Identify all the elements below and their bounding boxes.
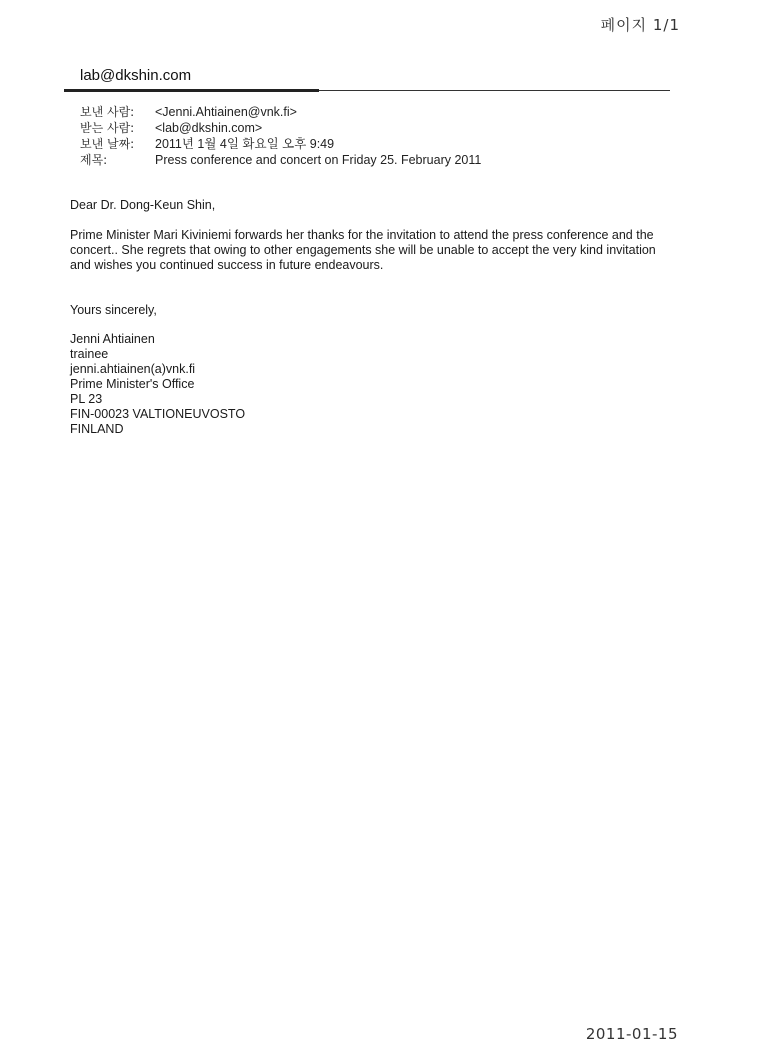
signature-email: jenni.ahtiainen(a)vnk.fi — [70, 362, 196, 376]
message-paragraph: Prime Minister Mari Kiviniemi forwards her thanks for the invitation to attend the press conference and the concert.. She regrets that owing to other engagements she will be unable to accept the very kind invitation and wishes you continued success in future endeavours. — [70, 228, 656, 272]
page-number: 페이지 1/1 — [600, 16, 680, 34]
header-divider-thick — [64, 89, 319, 92]
greeting: Dear Dr. Dong-Keun Shin, — [70, 198, 216, 212]
signature-country: FINLAND — [70, 422, 124, 436]
from-label: 보낸 사람: — [80, 105, 135, 119]
signature-name: Jenni Ahtiainen — [70, 332, 155, 346]
subject-value: Press conference and concert on Friday 25. February 2011 — [155, 153, 482, 167]
signature-po-box: PL 23 — [70, 392, 103, 406]
signature-office: Prime Minister's Office — [70, 377, 195, 391]
subject-row — [80, 152, 481, 168]
footer-date: 2011-01-15 — [585, 1025, 678, 1043]
from-row — [80, 104, 481, 120]
header-divider-thin — [319, 90, 670, 91]
date-value: 2011년 1월 4일 화요일 오후 9:49 — [155, 137, 335, 151]
closing: Yours sincerely, — [70, 303, 157, 317]
mailbox-address: lab@dkshin.com — [80, 67, 192, 84]
signature-title: trainee — [70, 347, 109, 361]
signature-block — [70, 332, 670, 437]
date-label: 보낸 날짜: — [80, 137, 135, 151]
date-row — [80, 136, 481, 152]
to-row — [80, 120, 481, 136]
from-value: <Jenni.Ahtiainen@vnk.fi> — [155, 105, 297, 119]
to-label: 받는 사람: — [80, 121, 135, 135]
to-value: <lab@dkshin.com> — [155, 121, 263, 135]
signature-postal-code: FIN-00023 VALTIONEUVOSTO — [70, 407, 246, 421]
subject-label: 제목: — [80, 153, 108, 167]
email-headers — [80, 104, 481, 168]
